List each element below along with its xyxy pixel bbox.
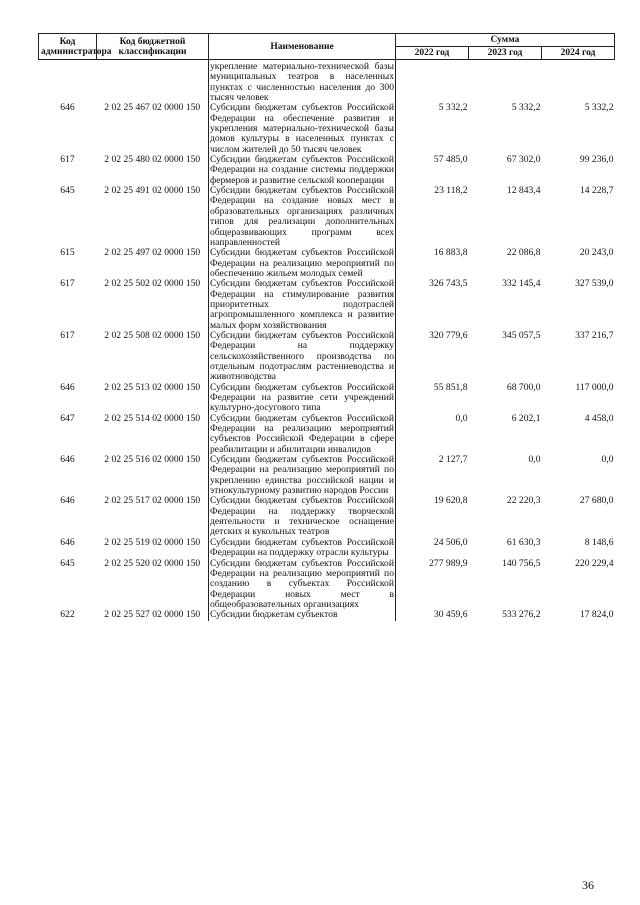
cell-admin: 617 xyxy=(60,154,75,166)
header-year-2024: 2024 год xyxy=(542,47,615,60)
cell-2024: 337 216,7 xyxy=(575,329,614,341)
cell-admin: 647 xyxy=(60,412,75,424)
cell-name: Субсидии бюджетам субъектов Российской Федерации на создание новых мест в образовательных организациях различных типов для реализации дополнительных общеразвивающих программ всех направленностей xyxy=(210,185,394,248)
cell-2024: 220 229,4 xyxy=(575,557,614,569)
cell-2022: 57 485,0 xyxy=(433,154,468,166)
cell-name: Субсидии бюджетам субъектов Российской Федерации на обеспечение развития и укрепления материально-технической базы домов культуры в населенных пунктах с числом жителей до 50 тысяч человек xyxy=(210,102,394,155)
cell-admin: 646 xyxy=(60,381,75,393)
cell-2024: 27 680,0 xyxy=(579,495,614,507)
cell-2024: 20 243,0 xyxy=(579,247,614,259)
cell-name: Субсидии бюджетам субъектов Российской Федерации на реализацию мероприятий по укреплению единства российской нации и этнокультурному развитию народов России xyxy=(210,454,394,497)
cell-2024: 117 000,0 xyxy=(575,381,614,393)
table-row xyxy=(39,610,615,620)
cell-2024: 0,0 xyxy=(601,454,614,466)
page-number: 36 xyxy=(582,878,594,892)
cell-code: 2 02 25 527 02 0000 150 xyxy=(104,609,201,621)
cell-2022 xyxy=(396,60,469,104)
cell-2023 xyxy=(469,60,542,104)
table-row xyxy=(39,248,615,279)
cell-name: Субсидии бюджетам субъектов Российской Федерации на создание системы поддержки фермеров и развитие сельской кооперации xyxy=(210,154,394,186)
cell-code: 2 02 25 491 02 0000 150 xyxy=(104,185,201,197)
budget-table xyxy=(38,33,615,621)
table-row xyxy=(39,559,615,611)
header-admin: Код администратора xyxy=(39,34,97,60)
cell-admin: 645 xyxy=(60,185,75,197)
cell-admin: 646 xyxy=(60,454,75,466)
cell-2024 xyxy=(542,60,615,104)
cell-code: 2 02 25 502 02 0000 150 xyxy=(104,278,201,290)
cell-admin: 622 xyxy=(60,609,75,621)
cell-2022: 0,0 xyxy=(455,412,468,424)
cell-2022: 30 459,6 xyxy=(433,609,468,621)
cell-2024: 4 458,0 xyxy=(584,412,614,424)
header-year-2022: 2022 год xyxy=(396,47,469,60)
table-row xyxy=(39,186,615,248)
cell-name: Субсидии бюджетам субъектов Российской Федерации на поддержку сельскохозяйственного производства по отдельным подотраслям растениеводства и животноводства xyxy=(210,329,394,383)
cell-code: 2 02 25 516 02 0000 150 xyxy=(104,454,201,466)
cell-name: укрепление материально-технической базы муниципальных театров в населенных пунктах с численностью населения до 300 тысяч человек xyxy=(210,61,394,104)
cell-2024: 5 332,2 xyxy=(584,102,614,114)
cell-admin: 645 xyxy=(60,557,75,569)
cell-2023: 345 057,5 xyxy=(502,329,541,341)
cell-2022: 277 989,9 xyxy=(429,557,468,569)
cell-admin: 617 xyxy=(60,278,75,290)
table-body xyxy=(39,60,615,621)
cell-code: 2 02 25 520 02 0000 150 xyxy=(104,557,201,569)
cell-name: Субсидии бюджетам субъектов Российской Федерации на поддержку творческой деятельности и техническое оснащение детских и кукольных театров xyxy=(210,495,394,538)
cell-name: Субсидии бюджетам субъектов Российской Федерации на реализацию мероприятий по созданию в субъектах Российской Федерации новых мест в общеобразовательных организациях xyxy=(210,557,394,610)
cell-2023: 61 630,3 xyxy=(506,536,541,548)
cell-2023: 140 756,5 xyxy=(502,557,541,569)
cell-2022: 5 332,2 xyxy=(438,102,468,114)
table-row xyxy=(39,496,615,537)
cell-admin xyxy=(39,60,97,104)
cell-2023: 332 145,4 xyxy=(502,278,541,290)
table-header xyxy=(39,34,615,60)
table-row xyxy=(39,279,615,331)
header-name: Наименование xyxy=(209,34,396,60)
cell-admin: 646 xyxy=(60,536,75,548)
cell-code: 2 02 25 517 02 0000 150 xyxy=(104,495,201,507)
cell-code: 2 02 25 513 02 0000 150 xyxy=(104,381,201,393)
cell-2022: 19 620,8 xyxy=(433,495,468,507)
table-row xyxy=(39,538,615,559)
cell-2023: 22 220,3 xyxy=(506,495,541,507)
cell-code: 2 02 25 467 02 0000 150 xyxy=(104,102,201,114)
cell-2024: 327 539,0 xyxy=(575,278,614,290)
cell-code: 2 02 25 514 02 0000 150 xyxy=(104,412,201,424)
cell-2022: 23 118,2 xyxy=(434,185,468,197)
cell-name: Субсидии бюджетам субъектов xyxy=(209,610,396,620)
cell-2024: 99 236,0 xyxy=(579,154,614,166)
header-year-2023: 2023 год xyxy=(469,47,542,60)
table-row xyxy=(39,155,615,186)
cell-name: Субсидии бюджетам субъектов Российской Федерации на развитие сети учреждений культурно-досугового типа xyxy=(210,381,394,414)
cell-code xyxy=(97,60,209,104)
cell-code: 2 02 25 508 02 0000 150 xyxy=(104,329,201,341)
cell-code: 2 02 25 480 02 0000 150 xyxy=(104,154,201,166)
cell-2023: 0,0 xyxy=(528,454,541,466)
header-sum: Сумма xyxy=(396,34,615,47)
cell-2023: 67 302,0 xyxy=(506,154,541,166)
cell-code: 2 02 25 519 02 0000 150 xyxy=(104,536,201,548)
cell-admin: 615 xyxy=(60,247,75,259)
cell-2023: 68 700,0 xyxy=(506,381,541,393)
table-row xyxy=(39,383,615,414)
header-code: Код бюджетной классификации xyxy=(97,34,209,60)
cell-name: Субсидии бюджетам субъектов Российской Федерации на реализацию мероприятий по обеспечению жильем молодых семей xyxy=(210,247,394,279)
cell-2022: 55 851,8 xyxy=(433,381,468,393)
table-row xyxy=(39,331,615,383)
cell-2024: 14 228,7 xyxy=(579,185,614,197)
cell-2024: 17 824,0 xyxy=(579,609,614,621)
cell-2023: 533 276,2 xyxy=(502,609,541,621)
cell-name: Субсидии бюджетам субъектов Российской Федерации на поддержку отрасли культуры xyxy=(210,536,394,559)
table-row xyxy=(39,455,615,496)
cell-2023: 12 843,4 xyxy=(506,185,541,197)
cell-2022: 24 506,0 xyxy=(433,536,468,548)
cell-2023: 5 332,2 xyxy=(511,102,541,114)
cell-admin: 646 xyxy=(60,495,75,507)
cell-admin: 646 xyxy=(60,102,75,114)
table-row xyxy=(39,103,615,155)
cell-name: Субсидии бюджетам субъектов Российской Федерации на стимулирование развития приоритетных подотраслей агропромышленного комплекса и развитие малых форм хозяйствования xyxy=(210,278,394,331)
cell-2024: 8 148,6 xyxy=(584,536,614,548)
cell-name: Субсидии бюджетам субъектов Российской Федерации на реализацию мероприятий субъектов Российской Федерации в сфере реабилитации и абилитации инвалидов xyxy=(210,412,394,455)
cell-2022: 320 779,6 xyxy=(429,329,468,341)
cell-2023: 22 086,8 xyxy=(506,247,541,259)
cell-admin: 617 xyxy=(60,329,75,341)
cell-2022: 16 883,8 xyxy=(433,247,468,259)
table-row xyxy=(39,60,615,104)
cell-2023: 6 202,1 xyxy=(511,412,541,424)
cell-code: 2 02 25 497 02 0000 150 xyxy=(104,247,201,259)
cell-2022: 2 127,7 xyxy=(438,454,468,466)
cell-2022: 326 743,5 xyxy=(429,278,468,290)
table-row xyxy=(39,414,615,455)
